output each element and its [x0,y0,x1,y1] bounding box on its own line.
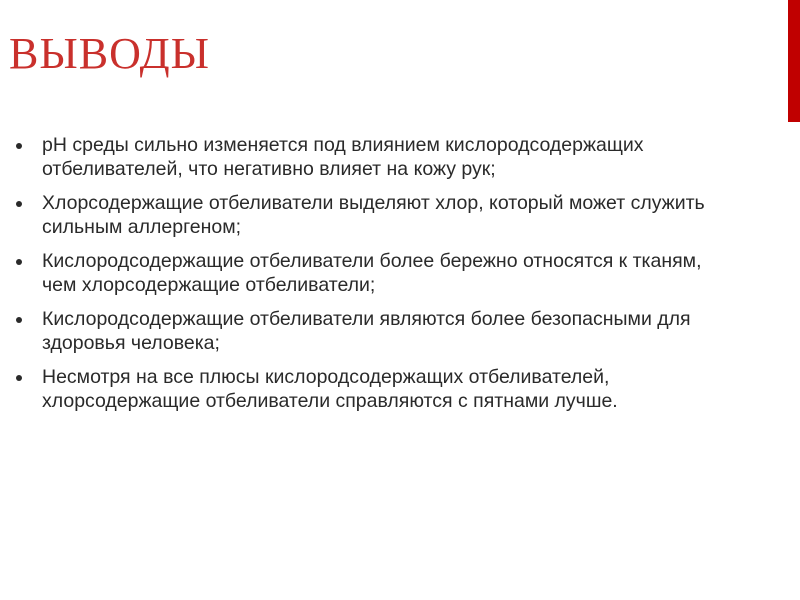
bullet-item [16,191,736,239]
bullet-item [16,365,736,413]
bullet-dot-icon [16,259,22,265]
bullet-item [16,307,736,355]
bullet-dot-icon [16,201,22,207]
bullet-item [16,249,736,297]
bullet-text: Несмотря на все плюсы кислородсодержащих отбеливателей, хлорсодержащие отбеливатели справляются с пятнами лучше. [42,366,618,412]
bullet-item [16,133,736,181]
bullet-dot-icon [16,375,22,381]
bullet-text: Хлорсодержащие отбеливатели выделяют хлор, который может служить сильным аллергеном; [42,192,705,238]
bullet-text: pH среды сильно изменяется под влиянием кислородсодержащих отбеливателей, что негативно влияет на кожу рук; [42,134,644,180]
slide-title: ВЫВОДЫ [9,29,211,78]
bullet-dot-icon [16,317,22,323]
bullet-list [16,133,736,423]
bullet-dot-icon [16,143,22,149]
accent-bar [788,0,800,122]
bullet-text: Кислородсодержащие отбеливатели более бережно относятся к тканям, чем хлорсодержащие отбеливатели; [42,250,702,296]
bullet-text: Кислородсодержащие отбеливатели являются более безопасными для здоровья человека; [42,308,691,354]
